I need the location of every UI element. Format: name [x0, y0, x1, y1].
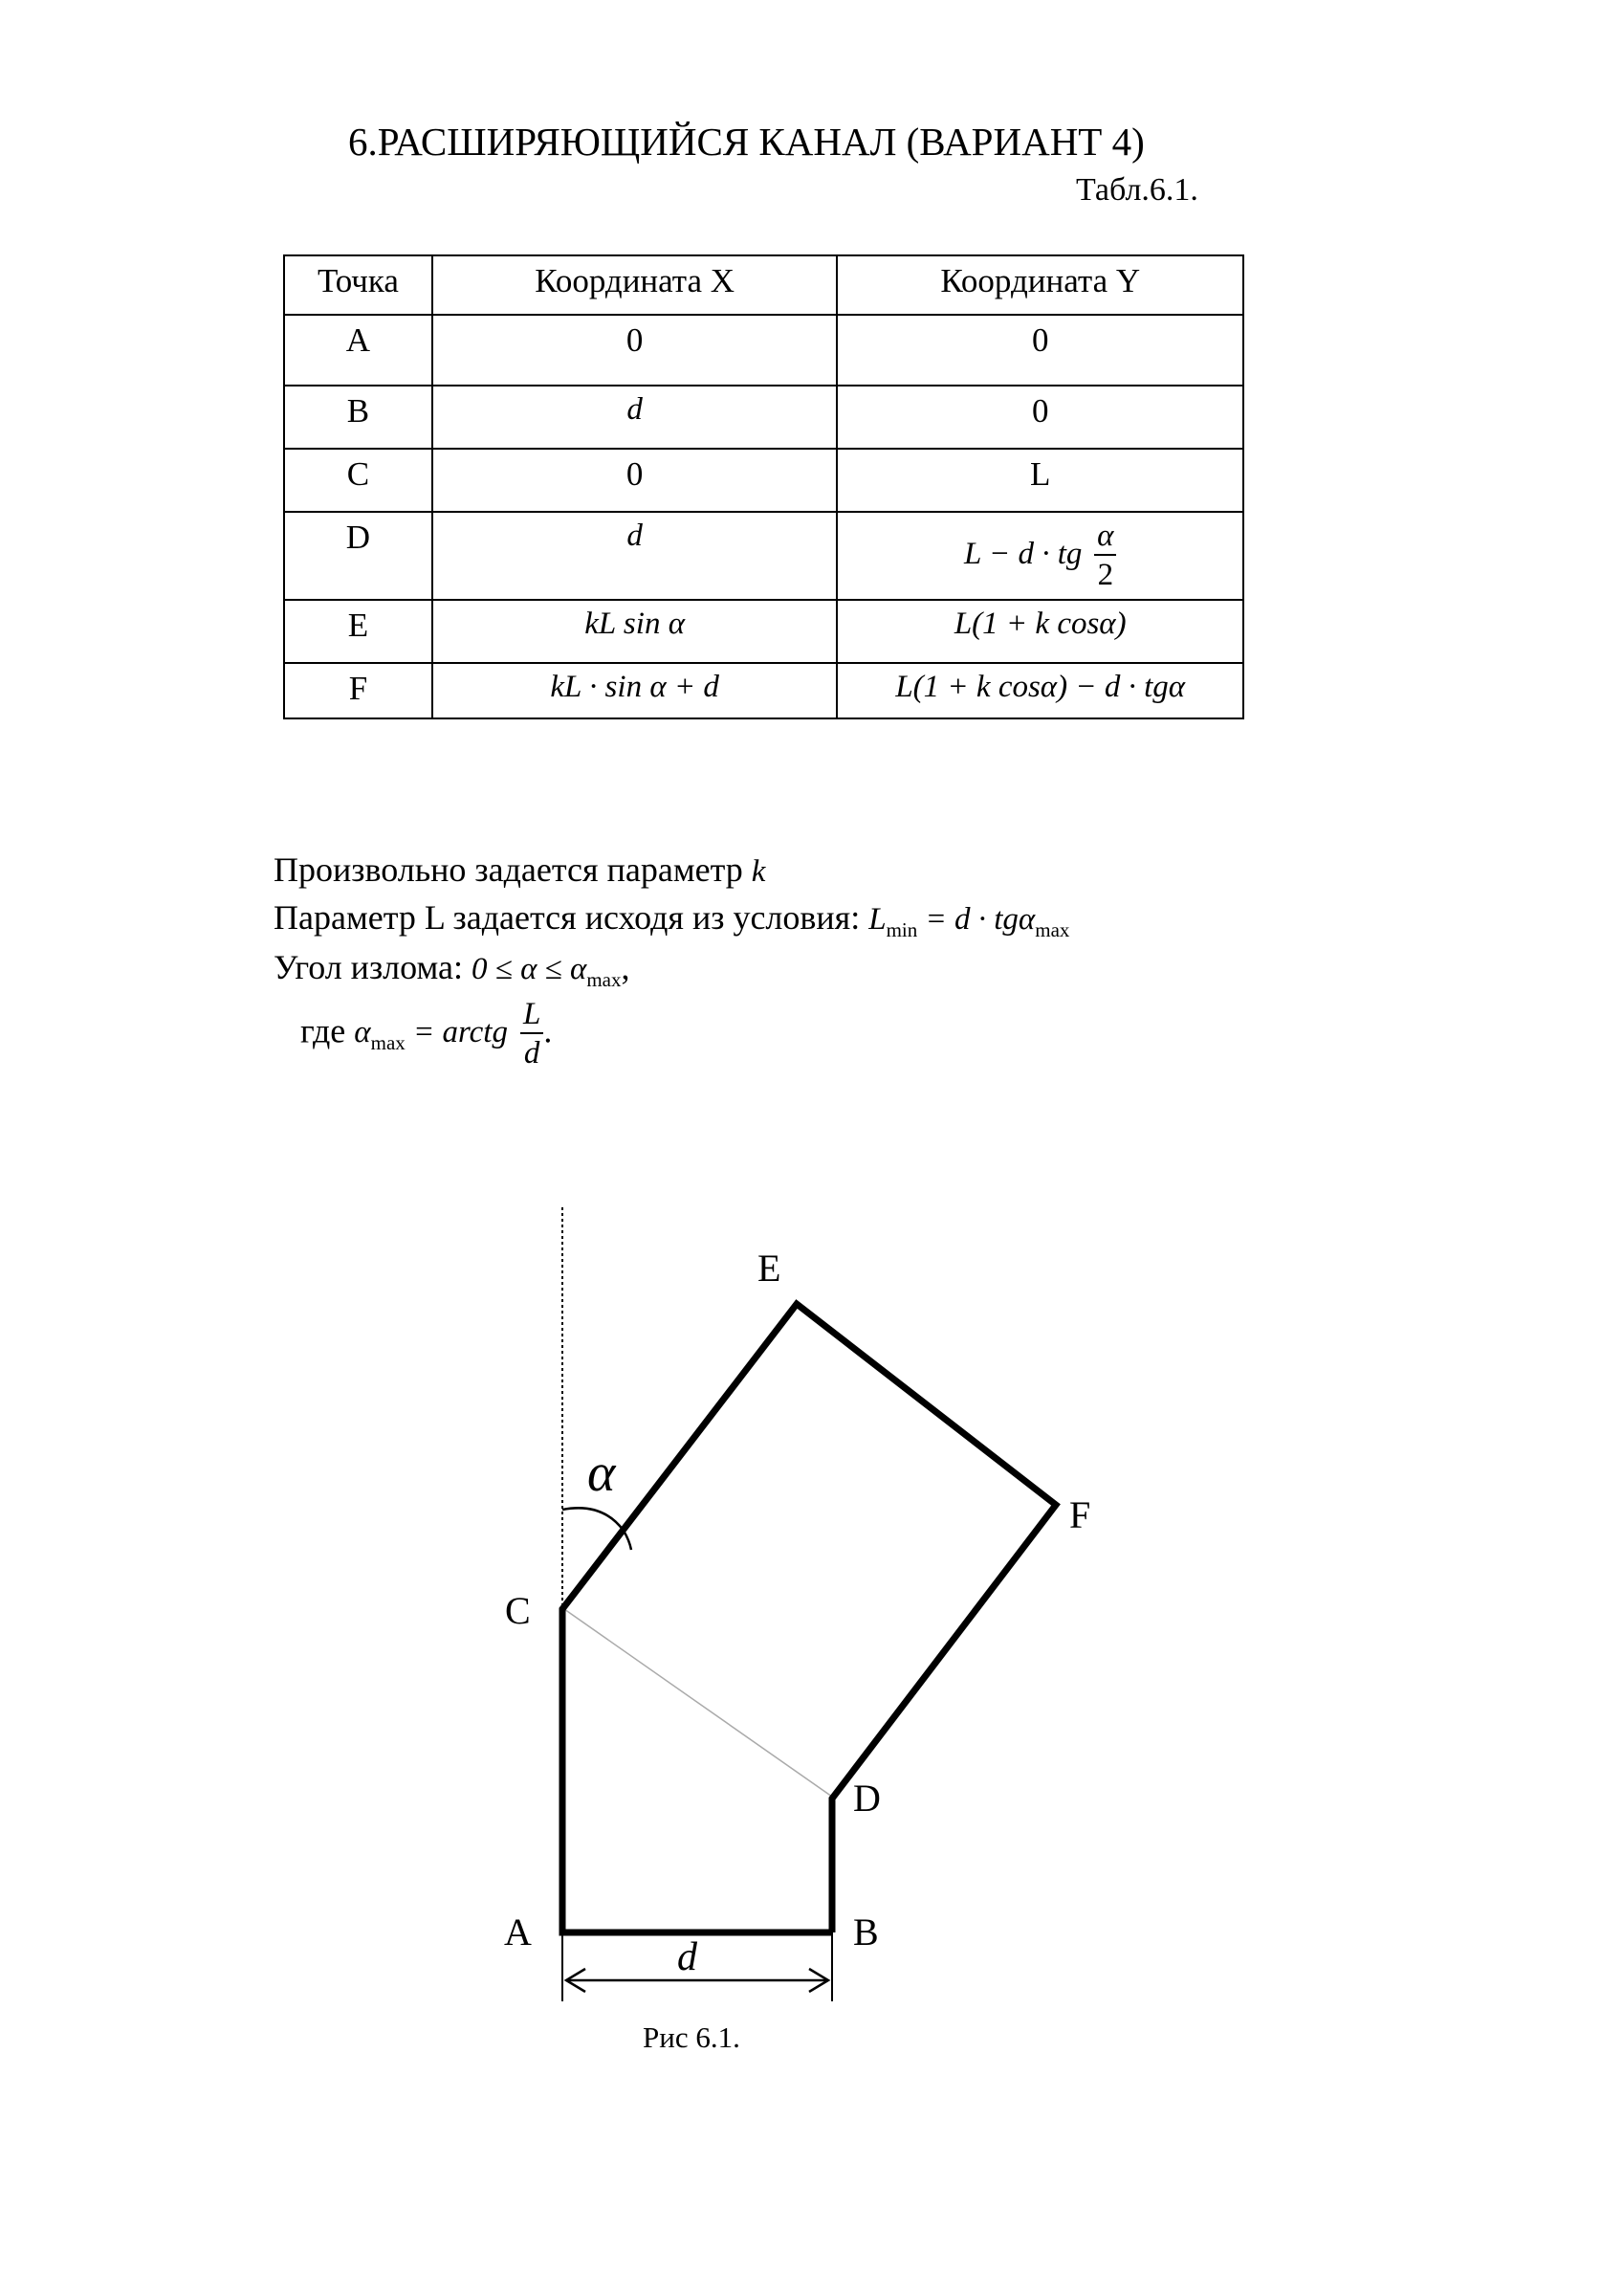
cell-y: 0 — [837, 315, 1243, 386]
formula-alpha: α — [354, 1015, 371, 1050]
param-k-symbol: k — [751, 854, 766, 889]
formula-alpha-sub: max — [370, 1031, 406, 1055]
formula-arctg: = arctg — [413, 1015, 508, 1050]
fraction-denominator: 2 — [1097, 558, 1114, 592]
fraction-denominator: d — [523, 1036, 540, 1071]
construction-line-c-d — [564, 1609, 832, 1797]
column-header-point: Точка — [284, 255, 432, 315]
cell-y: L(1 + k cosα) − d · tgα — [837, 663, 1243, 718]
cell-point: F — [284, 663, 432, 718]
column-header-y: Координата Y — [837, 255, 1243, 315]
table-caption: Табл.6.1. — [1076, 172, 1198, 208]
column-header-x: Координата X — [432, 255, 838, 315]
param-k-text: Произвольно задается параметр — [274, 850, 743, 889]
point-label-c: C — [505, 1589, 531, 1632]
punctuation: . — [543, 1011, 553, 1050]
angle-range-text: Угол излома: — [274, 948, 463, 986]
formula-rhs: = d · tgα — [925, 902, 1036, 937]
alpha-max-text: где — [300, 1011, 346, 1050]
point-label-b: B — [853, 1910, 879, 1954]
formula-y-prefix: L − d · tg — [963, 537, 1083, 572]
punctuation: , — [621, 948, 630, 986]
cell-x: d — [432, 386, 838, 449]
point-label-d: D — [853, 1777, 881, 1820]
point-label-a: A — [504, 1910, 532, 1954]
formula-range-sub: max — [586, 968, 622, 991]
page-title: 6.РАСШИРЯЮЩИЙСЯ КАНАЛ (ВАРИАНТ 4) — [348, 120, 1145, 164]
channel-outline — [562, 1304, 1056, 1932]
cell-x: 0 — [432, 449, 838, 512]
cell-point: E — [284, 600, 432, 663]
angle-alpha-label: α — [587, 1444, 616, 1503]
cell-point: C — [284, 449, 432, 512]
formula-range: 0 ≤ α ≤ α — [471, 952, 587, 986]
formula-lhs: L — [868, 902, 887, 937]
fraction-numerator: L — [520, 999, 543, 1034]
cell-x: 0 — [432, 315, 838, 386]
fraction-numerator: α — [1094, 520, 1116, 556]
point-label-f: F — [1069, 1493, 1091, 1536]
dimension-d-label: d — [677, 1935, 697, 1979]
formula-lhs-sub: min — [886, 918, 918, 941]
cell-point: A — [284, 315, 432, 386]
cell-x: d — [432, 512, 838, 600]
cell-y: L — [837, 449, 1243, 512]
param-l-text: Параметр L задается исходя из условия: — [274, 898, 861, 937]
cell-x: kL · sin α + d — [432, 663, 838, 718]
cell-y: L(1 + k cosα) — [837, 600, 1243, 663]
cell-point: D — [284, 512, 432, 600]
figure-caption: Рис 6.1. — [643, 2020, 740, 2054]
point-label-e: E — [757, 1247, 781, 1290]
cell-y: 0 — [837, 386, 1243, 449]
cell-x: kL sin α — [432, 600, 838, 663]
cell-point: B — [284, 386, 432, 449]
formula-rhs-sub: max — [1035, 918, 1070, 941]
